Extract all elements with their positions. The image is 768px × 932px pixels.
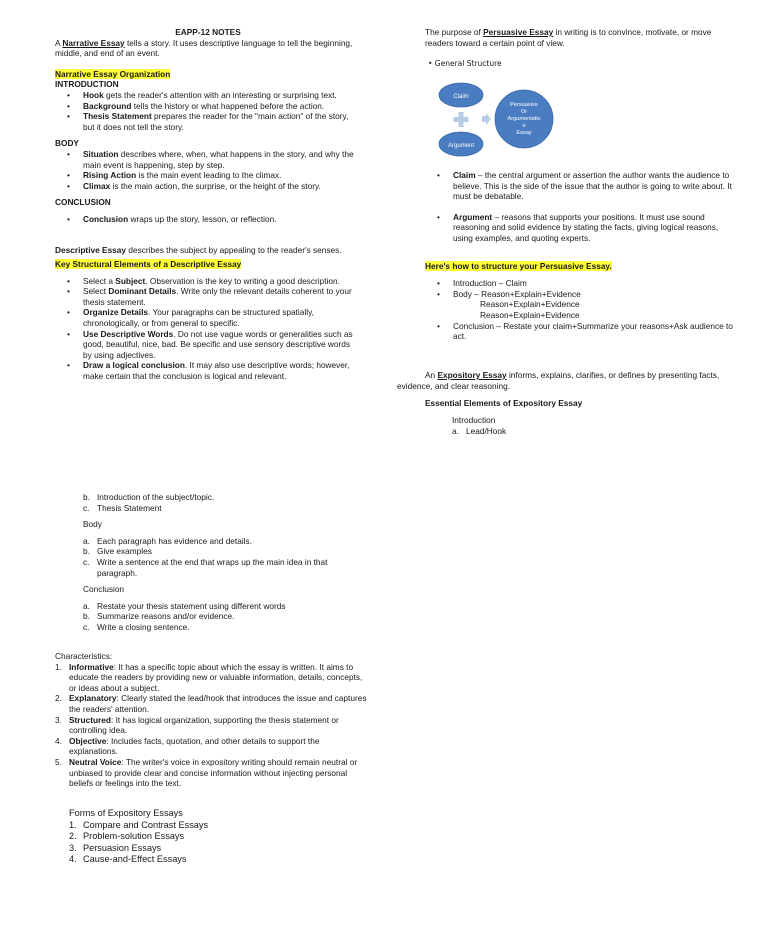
narrative-intro: A Narrative Essay tells a story. It uses descriptive language to tell the beginning, middle, and end of an event. bbox=[55, 37, 353, 59]
expository-intro: An Expository Essay informs, explains, clarifies, or defines by presenting facts, evidence, and clear reasoning. bbox=[397, 370, 720, 391]
persuasive-definitions bbox=[425, 170, 737, 342]
expository-heading: Essential Elements of Expository Essay bbox=[425, 398, 583, 408]
result-line: Persuasive bbox=[510, 102, 538, 108]
list-item: a. Each paragraph has evidence and details. bbox=[83, 535, 252, 546]
list-item: • Thesis Statement prepares the reader for the "main action" of the story, but it does not tell the story. bbox=[55, 111, 361, 132]
list-item: • Hook gets the reader's attention with an interesting or surprising text. bbox=[55, 90, 361, 101]
list-item: b. Summarize reasons and/or evidence. bbox=[83, 611, 235, 622]
list-item: • Organize Details. Your paragraphs can be structured spatially, chronologically, or from general to specific. bbox=[55, 307, 361, 328]
list-item: a. Lead/Hook bbox=[452, 425, 507, 436]
list-item: • Body – Reason+Explain+Evidence Reason+Explain+Evidence Reason+Explain+Evidence bbox=[425, 289, 737, 321]
list-item: c. Write a closing sentence. bbox=[83, 621, 190, 632]
characteristics-section bbox=[55, 651, 367, 789]
expository-body-label: Body bbox=[83, 519, 102, 530]
list-item: • Claim – the central argument or assertion the author wants the audience to believe. This is the side of the issue that the author is going to write about. It must be debatable. bbox=[425, 170, 737, 202]
list-item: 3. Structured: It has logical organization, supporting the thesis statement or controlling idea. bbox=[55, 714, 339, 736]
list-item: • Conclusion – Restate your claim+Summarize your reasons+Ask audience to act. bbox=[425, 321, 737, 342]
list-item: b. Introduction of the subject/topic. bbox=[83, 492, 215, 502]
narrative-conclusion-list bbox=[55, 214, 361, 225]
argument-node-label: Argument bbox=[447, 143, 475, 149]
list-item: 2. Problem-solution Essays bbox=[69, 831, 185, 842]
persuasive-term: Persuasive Essay bbox=[483, 27, 554, 37]
narrative-org-heading: Narrative Essay Organization bbox=[55, 68, 171, 79]
expository-introduction bbox=[452, 415, 732, 436]
result-line: Essay bbox=[516, 130, 532, 136]
persuasive-structure-diagram bbox=[430, 78, 560, 160]
list-item: 1. Informative: It has a specific topic about which the essay is written. It aims to educate the readers by providing new or valuable information, details, concepts, or ideas about a subject. bbox=[55, 661, 363, 693]
descriptive-intro: Descriptive Essay describes the subject by appealing to the reader's senses. bbox=[55, 244, 342, 255]
list-item: • Conclusion wraps up the story, lesson, or reflection. bbox=[55, 214, 361, 225]
plus-icon bbox=[454, 112, 469, 127]
list-item: c. Thesis Statement bbox=[83, 502, 162, 513]
narrative-introduction-heading: INTRODUCTION bbox=[55, 79, 119, 90]
list-item: 3. Persuasion Essays bbox=[69, 842, 162, 853]
list-item: • Rising Action is the main event leading to the climax. bbox=[55, 170, 361, 181]
list-item: • Draw a logical conclusion. It may also use descriptive words; however, make certain that the conclusion is logical and relevant. bbox=[55, 360, 361, 381]
expository-conclusion-label: Conclusion bbox=[83, 584, 125, 595]
result-line: e bbox=[522, 123, 526, 129]
page-title: EAPP-12 NOTES bbox=[175, 27, 241, 37]
list-item: 4. Cause-and-Effect Essays bbox=[69, 854, 187, 865]
descriptive-heading: Key Structural Elements of a Descriptive Essay bbox=[55, 259, 242, 270]
result-line: Argumentativ bbox=[507, 116, 541, 122]
expository-term: Expository Essay bbox=[437, 370, 507, 380]
persuasive-intro: The purpose of Persuasive Essay in writing is to convince, motivate, or move readers toward a certain point of view. bbox=[425, 27, 712, 48]
list-item: • Select a Subject. Observation is the key to writing a good description. bbox=[55, 276, 361, 287]
list-item: 4. Objective: Includes facts, quotation, and other details to support the explanations. bbox=[55, 735, 320, 757]
narrative-introduction-list bbox=[55, 90, 361, 132]
list-item: a. Restate your thesis statement using different words bbox=[83, 600, 286, 611]
list-item: c. Write a sentence at the end that wraps up the main idea in that paragraph. bbox=[83, 556, 328, 578]
list-item: b. Give examples bbox=[83, 546, 152, 557]
list-item: • Situation describes where, when, what happens in the story, and why the main event is happening, step by step. bbox=[55, 149, 361, 170]
persuasive-structure-heading: Here's how to structure your Persuasive Essay. bbox=[425, 260, 612, 271]
narrative-body-list bbox=[55, 149, 361, 191]
narrative-body-heading: BODY bbox=[55, 138, 79, 149]
persuasive-structure-list bbox=[425, 278, 737, 342]
arrow-right-icon bbox=[482, 113, 491, 125]
claim-node-label: Claim bbox=[453, 94, 469, 100]
list-item: 5. Neutral Voice: The writer's voice in expository writing should remain neutral or unbiased to provide clear and concise information without injecting personal beliefs or feelings into the text. bbox=[55, 756, 358, 789]
expository-introduction-label: Introduction bbox=[452, 415, 496, 425]
list-item: • Argument – reasons that supports your positions. It must use sound reasoning and solid evidence by stating the facts, giving logical reasons, using examples, and quoting experts. bbox=[425, 212, 737, 244]
list-item: • Background tells the history or what happened before the action. bbox=[55, 101, 361, 112]
characteristics-heading: Characteristics: bbox=[55, 651, 113, 661]
descriptive-list bbox=[55, 276, 361, 382]
expository-continued bbox=[83, 492, 363, 633]
narrative-conclusion-heading: CONCLUSION bbox=[55, 197, 111, 208]
list-item: • Select Dominant Details. Write only the relevant details coherent to your thesis statement. bbox=[55, 286, 361, 307]
claim-term: Claim bbox=[453, 170, 476, 180]
forms-heading: Forms of Expository Essays bbox=[69, 808, 183, 818]
narrative-term: Narrative Essay bbox=[62, 37, 125, 48]
descriptive-term: Descriptive Essay bbox=[55, 244, 127, 255]
general-structure-label: • General Structure bbox=[428, 59, 502, 68]
list-item: • Introduction – Claim bbox=[425, 278, 737, 289]
list-item: • Climax is the main action, the surprise, or the height of the story. bbox=[55, 181, 361, 192]
list-item: 2. Explanatory: Clearly stated the lead/hook that introduces the issue and captures the readers' attention. bbox=[55, 693, 367, 714]
left-column-top bbox=[55, 27, 361, 382]
forms-section bbox=[69, 808, 329, 866]
argument-term: Argument bbox=[453, 211, 493, 222]
list-item: • Use Descriptive Words. Do not use vague words or generalities such as good, beautiful, nice, bad. Be specific and use sensory descriptive words by using adjectives. bbox=[55, 329, 361, 361]
result-line: Or bbox=[520, 109, 528, 115]
list-item: 1. Compare and Contrast Essays bbox=[69, 819, 209, 830]
characteristics-list bbox=[55, 662, 367, 789]
